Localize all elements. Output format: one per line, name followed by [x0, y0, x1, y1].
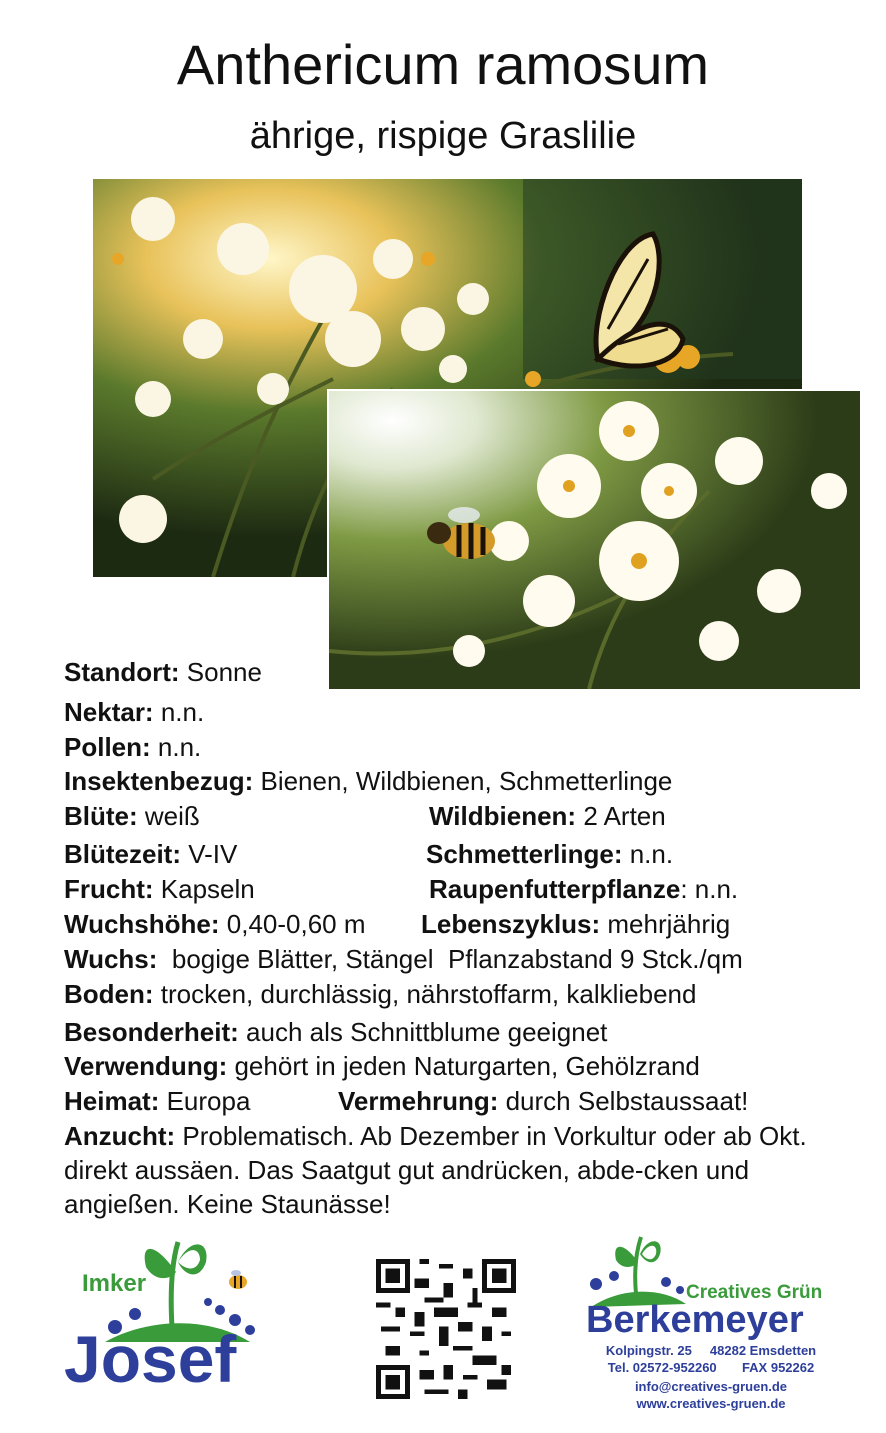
company-phone: Tel. 02572-952260 FAX 952262 [607, 1360, 815, 1375]
fact-insektenbezug [64, 765, 672, 797]
fact-label: Wuchshöhe: [64, 909, 220, 939]
fact-value: Kapseln [153, 874, 255, 904]
fact-label: Raupenfutterpflanze [429, 874, 681, 904]
qr-code[interactable] [376, 1259, 516, 1399]
fact-value: gehört in jeden Naturgarten, Gehölzrand [227, 1051, 700, 1081]
fact-label: Nektar: [64, 697, 154, 727]
creatives-gruen-logo [586, 1232, 836, 1422]
fact-lebenszyklus [421, 908, 730, 940]
fact-label: Pollen: [64, 732, 151, 762]
fact-bluete [64, 800, 200, 832]
imker-josef-logo [60, 1232, 280, 1402]
fact-heimat [64, 1085, 250, 1117]
fact-schmetterlinge [426, 838, 673, 870]
fact-standort [64, 656, 262, 688]
creatives-brand: Creatives Grün [686, 1282, 823, 1303]
company-email[interactable]: info@creatives-gruen.de [634, 1379, 788, 1394]
fact-bluetezeit [64, 838, 237, 870]
fact-value: n.n. [150, 732, 202, 762]
fact-value: : n.n. [680, 874, 739, 904]
imker-label: Imker [82, 1270, 147, 1297]
fact-value: auch als Schnittblume geeignet [238, 1017, 608, 1047]
fact-vermehrung [338, 1085, 748, 1117]
fact-value: V-IV [181, 839, 238, 869]
fact-value: Bienen, Wildbienen, Schmetterlinge [253, 766, 673, 796]
fact-pollen [64, 731, 201, 763]
fact-label: Wildbienen: [429, 801, 577, 831]
fact-value: 0,40-0,60 m [219, 909, 366, 939]
fact-label: Blüte: [64, 801, 138, 831]
fact-label: Lebenszyklus: [421, 909, 601, 939]
fact-label: Verwendung: [64, 1051, 228, 1081]
fact-value: trocken, durchlässig, nährstoffarm, kalkliebend [153, 979, 697, 1009]
fact-boden [64, 978, 696, 1010]
fact-value: Sonne [179, 657, 262, 687]
fact-wuchs [64, 943, 743, 975]
fact-wildbienen [429, 800, 666, 832]
fact-label: Boden: [64, 979, 154, 1009]
fact-value: n.n. [622, 839, 674, 869]
fact-label: Vermehrung: [338, 1086, 499, 1116]
fact-label: Wuchs: [64, 944, 158, 974]
fact-value: weiß [137, 801, 200, 831]
fact-label: Blütezeit: [64, 839, 181, 869]
fact-value: mehrjährig [600, 909, 731, 939]
fact-raupenfutterpflanze [429, 873, 738, 905]
fact-label: Frucht: [64, 874, 154, 904]
fact-wuchshoehe [64, 908, 366, 940]
fact-label: Insektenbezug: [64, 766, 254, 796]
fact-frucht [64, 873, 255, 905]
fact-label: Standort: [64, 657, 180, 687]
bee-photo [329, 391, 860, 689]
josef-label: Josef [64, 1322, 237, 1396]
fact-value: Europa [159, 1086, 251, 1116]
fact-label: Besonderheit: [64, 1017, 239, 1047]
fact-value: 2 Arten [576, 801, 666, 831]
fact-label: Schmetterlinge: [426, 839, 623, 869]
fact-value: n.n. [153, 697, 205, 727]
fact-besonderheit [64, 1016, 607, 1048]
fact-value: Problematisch. Ab Dezember in Vorkultur oder ab Okt. direkt aussäen. Das Saatgut gut andrücken, abde-cken und angießen. Keine Staunässe! [64, 1121, 807, 1219]
page-subtitle: ährige, rispige Graslilie [249, 115, 637, 157]
company-address: Kolpingstr. 25 48282 Emsdetten [605, 1343, 817, 1358]
fact-verwendung [64, 1050, 700, 1082]
page-title: Anthericum ramosum [176, 33, 710, 96]
fact-label: Heimat: [64, 1086, 160, 1116]
berkemeyer-name: Berkemeyer [586, 1299, 804, 1341]
company-website[interactable]: www.creatives-gruen.de [636, 1396, 786, 1411]
fact-value: durch Selbstaussaat! [498, 1086, 749, 1116]
fact-anzucht [64, 1119, 834, 1221]
fact-value: bogige Blätter, Stängel Pflanzabstand 9 Stck./qm [157, 944, 743, 974]
fact-label: Anzucht: [64, 1121, 176, 1151]
fact-nektar [64, 696, 204, 728]
